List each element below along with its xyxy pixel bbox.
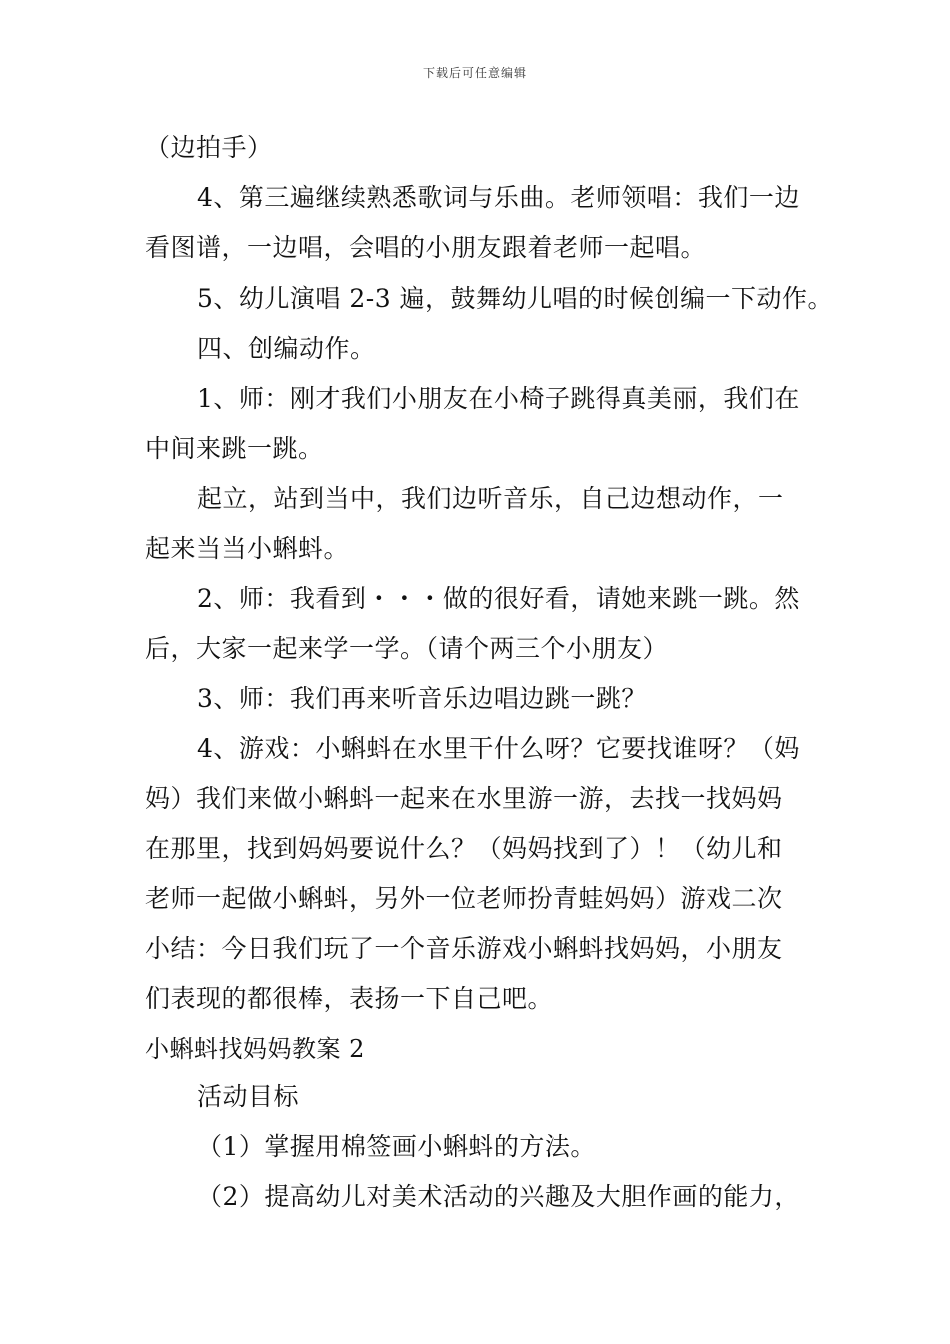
text-line: 小结：今日我们玩了一个音乐游戏小蝌蚪找妈妈，小朋友 [145, 934, 783, 963]
text-line: 中间来跳一跳。 [145, 434, 324, 463]
text-line: 5、幼儿演唱 2-3 遍，鼓舞幼儿唱的时候创编一下动作。 [197, 284, 834, 313]
text-line: 看图谱，一边唱，会唱的小朋友跟着老师一起唱。 [145, 233, 707, 262]
text-line: 们表现的都很棒，表扬一下自己吧。 [145, 984, 554, 1013]
text-line: 四、创编动作。 [197, 334, 376, 363]
text-line: 2、师：我看到・・・做的很好看，请她来跳一跳。然 [197, 584, 800, 613]
text-line: （2）提高幼儿对美术活动的兴趣及大胆作画的能力， [197, 1182, 800, 1211]
text-line: 1、师：刚才我们小朋友在小椅子跳得真美丽，我们在 [197, 384, 800, 413]
page-header-note: 下载后可任意编辑 [422, 66, 527, 80]
text-line: 4、第三遍继续熟悉歌词与乐曲。老师领唱：我们一边 [197, 183, 800, 212]
text-line: 起立，站到当中，我们边听音乐，自己边想动作，一 [197, 484, 784, 513]
text-line: 在那里，找到妈妈要说什么？（妈妈找到了）！（幼儿和 [145, 834, 783, 863]
text-line: （1）掌握用棉签画小蝌蚪的方法。 [197, 1132, 596, 1161]
text-line: 4、游戏：小蝌蚪在水里干什么呀？它要找谁呀？（妈 [197, 734, 800, 763]
text-line: 起来当当小蝌蚪。 [145, 534, 350, 563]
text-line: 3、师：我们再来听音乐边唱边跳一跳？ [197, 684, 647, 713]
section-title: 小蝌蚪找妈妈教案 2 [145, 1035, 365, 1063]
text-line: 老师一起做小蝌蚪，另外一位老师扮青蛙妈妈）游戏二次 [145, 884, 783, 913]
subsection-title: 活动目标 [197, 1082, 300, 1111]
text-line: 后，大家一起来学一学。（请个两三个小朋友） [145, 634, 669, 663]
text-line: （边拍手） [145, 133, 273, 162]
text-line: 妈）我们来做小蝌蚪一起来在水里游一游，去找一找妈妈 [145, 784, 783, 813]
